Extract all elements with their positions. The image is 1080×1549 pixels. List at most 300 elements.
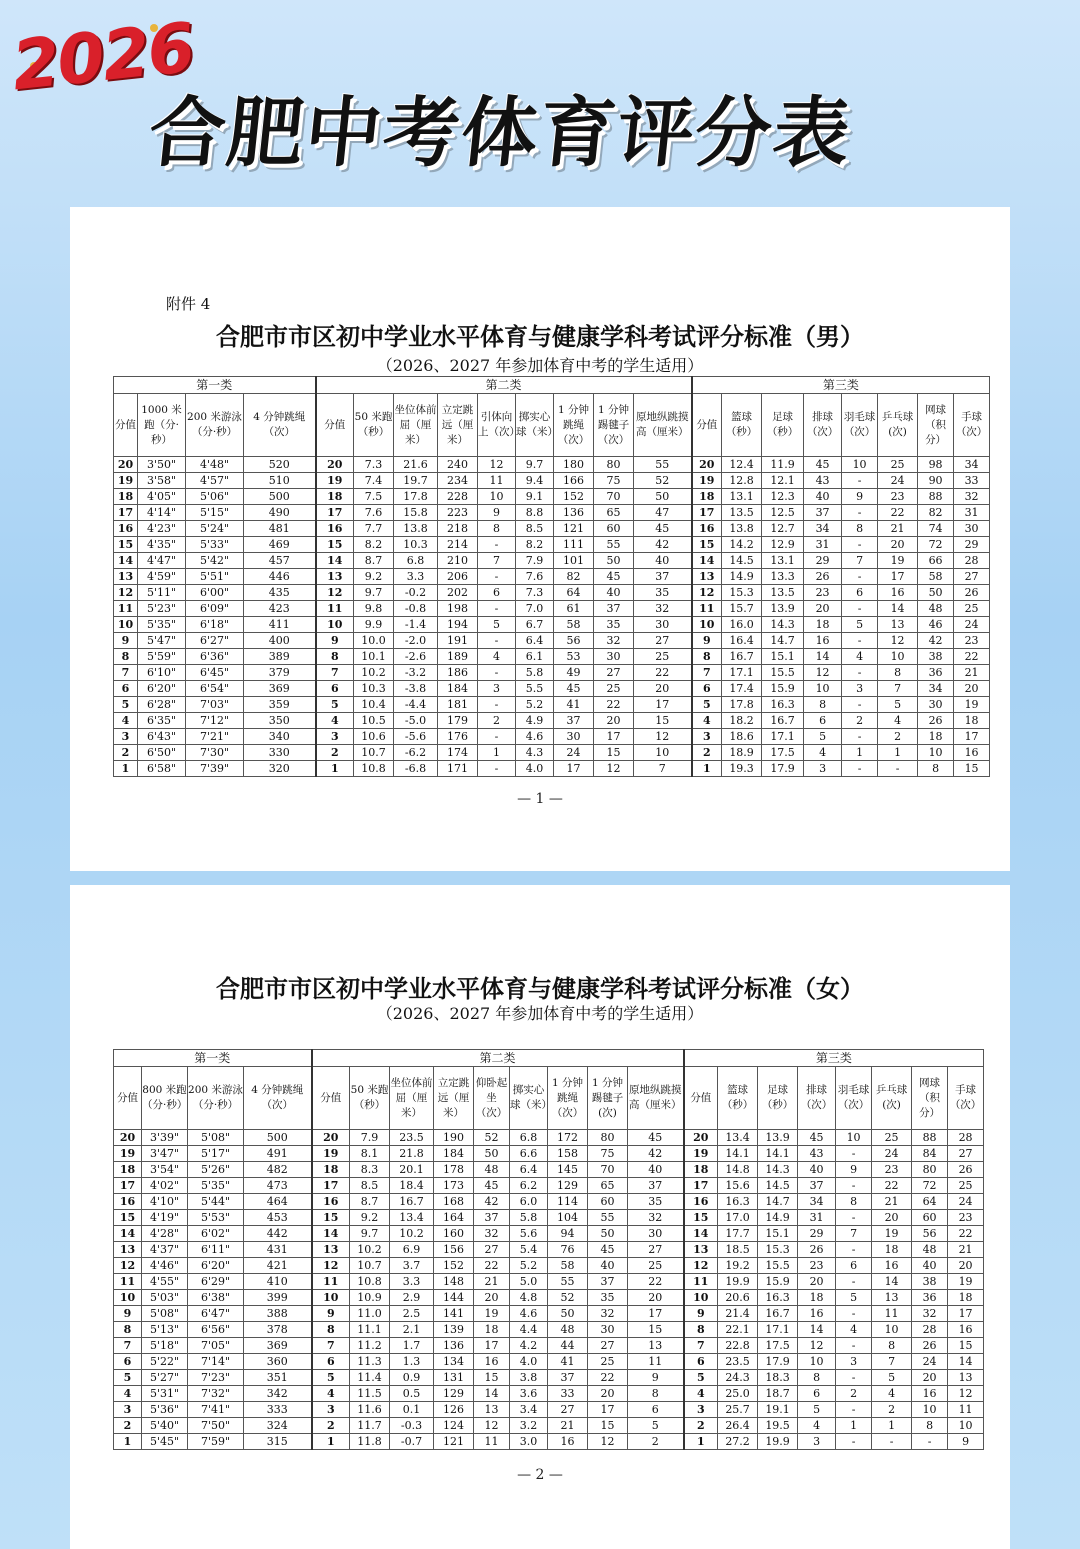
value-cell: 9: [836, 1162, 872, 1178]
value-cell: 7'41": [188, 1402, 244, 1418]
column-header: 足球（秒）: [762, 394, 804, 457]
value-cell: 30: [634, 617, 692, 633]
column-header: 乒乓球(次): [878, 394, 918, 457]
value-cell: 510: [244, 473, 316, 489]
value-cell: 111: [554, 537, 594, 553]
value-cell: 9.2: [354, 569, 394, 585]
value-cell: 5'33": [186, 537, 244, 553]
value-cell: 4.9: [516, 713, 554, 729]
value-cell: 5'59": [138, 649, 186, 665]
score-cell: 9: [316, 633, 354, 649]
table-row: [114, 1130, 984, 1146]
value-cell: 50: [594, 553, 634, 569]
value-cell: 4: [878, 713, 918, 729]
value-cell: 6: [628, 1402, 684, 1418]
value-cell: 4'37": [142, 1242, 188, 1258]
value-cell: 11: [628, 1354, 684, 1370]
value-cell: 84: [912, 1146, 948, 1162]
value-cell: 94: [548, 1226, 588, 1242]
score-table-male: [113, 376, 990, 777]
value-cell: 421: [244, 1258, 312, 1274]
value-cell: 5.2: [516, 697, 554, 713]
score-cell: 18: [114, 489, 138, 505]
value-cell: 189: [438, 649, 478, 665]
value-cell: 45: [804, 457, 842, 473]
value-cell: 17.8: [722, 697, 762, 713]
value-cell: 25.7: [718, 1402, 758, 1418]
value-cell: 35: [634, 585, 692, 601]
score-cell: 17: [312, 1178, 350, 1194]
table-row: [114, 1274, 984, 1290]
document-page-male: [70, 207, 1010, 871]
value-cell: 6.4: [516, 633, 554, 649]
value-cell: -: [842, 473, 878, 489]
value-cell: 101: [554, 553, 594, 569]
value-cell: 5'24": [186, 521, 244, 537]
value-cell: 228: [438, 489, 478, 505]
value-cell: 8: [872, 1338, 912, 1354]
score-cell: 9: [684, 1306, 718, 1322]
value-cell: 6.6: [510, 1146, 548, 1162]
value-cell: 144: [434, 1290, 474, 1306]
value-cell: 11.0: [350, 1306, 390, 1322]
value-cell: 14: [878, 601, 918, 617]
value-cell: 3.2: [510, 1418, 548, 1434]
value-cell: 6'00": [186, 585, 244, 601]
value-cell: 10: [872, 1322, 912, 1338]
score-cell: 8: [312, 1322, 350, 1338]
value-cell: 26: [798, 1242, 836, 1258]
value-cell: 17: [634, 697, 692, 713]
value-cell: 8: [804, 697, 842, 713]
value-cell: 6: [836, 1258, 872, 1274]
score-cell: 17: [316, 505, 354, 521]
value-cell: 9.7: [354, 585, 394, 601]
score-cell: 7: [312, 1338, 350, 1354]
value-cell: 13: [474, 1402, 510, 1418]
value-cell: 7: [842, 553, 878, 569]
score-cell: 7: [114, 665, 138, 681]
value-cell: 351: [244, 1370, 312, 1386]
value-cell: 5'35": [188, 1178, 244, 1194]
value-cell: -: [478, 537, 516, 553]
table-row: [114, 729, 990, 745]
score-cell: 3: [114, 729, 138, 745]
column-header: 1 分钟踢毽子（次）: [594, 394, 634, 457]
value-cell: 17.1: [722, 665, 762, 681]
column-header: 分值: [114, 394, 138, 457]
value-cell: 6'20": [188, 1258, 244, 1274]
value-cell: 55: [594, 537, 634, 553]
value-cell: 168: [434, 1194, 474, 1210]
value-cell: 16.3: [718, 1194, 758, 1210]
value-cell: 184: [434, 1146, 474, 1162]
value-cell: 13.4: [718, 1130, 758, 1146]
value-cell: 19.9: [718, 1274, 758, 1290]
value-cell: 21: [548, 1418, 588, 1434]
value-cell: 16: [948, 1322, 984, 1338]
value-cell: 14: [804, 649, 842, 665]
value-cell: 4: [798, 1418, 836, 1434]
value-cell: 32: [954, 489, 990, 505]
document-subtitle-female: （2026、2027 年参加体育中考的学生适用）: [376, 1004, 704, 1023]
value-cell: 2.1: [390, 1322, 434, 1338]
score-cell: 12: [114, 1258, 142, 1274]
score-cell: 4: [316, 713, 354, 729]
value-cell: 6: [798, 1386, 836, 1402]
value-cell: 4: [478, 649, 516, 665]
value-cell: 50: [588, 1226, 628, 1242]
value-cell: 359: [244, 697, 316, 713]
score-cell: 20: [312, 1130, 350, 1146]
value-cell: 18: [918, 729, 954, 745]
table-row: [114, 1370, 984, 1386]
table-row: [114, 457, 990, 473]
score-cell: 11: [114, 1274, 142, 1290]
table-row: [114, 761, 990, 777]
value-cell: 60: [594, 521, 634, 537]
value-cell: 324: [244, 1418, 312, 1434]
value-cell: 11.4: [350, 1370, 390, 1386]
value-cell: 48: [912, 1242, 948, 1258]
value-cell: 45: [628, 1130, 684, 1146]
value-cell: 27: [634, 633, 692, 649]
value-cell: 17: [628, 1306, 684, 1322]
value-cell: 5.4: [510, 1242, 548, 1258]
value-cell: 3: [798, 1434, 836, 1450]
value-cell: 4.6: [516, 729, 554, 745]
table-row: [114, 1258, 984, 1274]
score-cell: 12: [684, 1258, 718, 1274]
value-cell: 0.1: [390, 1402, 434, 1418]
value-cell: 65: [594, 505, 634, 521]
value-cell: -2.0: [394, 633, 438, 649]
value-cell: 152: [554, 489, 594, 505]
value-cell: -0.3: [390, 1418, 434, 1434]
value-cell: 186: [438, 665, 478, 681]
value-cell: 20: [912, 1370, 948, 1386]
score-cell: 9: [692, 633, 722, 649]
score-cell: 4: [692, 713, 722, 729]
document-title-male: 合肥市市区初中学业水平体育与健康学科考试评分标准（男）: [216, 322, 864, 351]
table-row: [114, 745, 990, 761]
value-cell: 3'54": [142, 1162, 188, 1178]
score-cell: 19: [114, 473, 138, 489]
value-cell: -: [836, 1178, 872, 1194]
value-cell: 32: [912, 1306, 948, 1322]
value-cell: 11.2: [350, 1338, 390, 1354]
column-header: 足球（秒）: [758, 1067, 798, 1130]
value-cell: 19: [878, 553, 918, 569]
score-cell: 8: [114, 649, 138, 665]
value-cell: -: [912, 1434, 948, 1450]
value-cell: 5'31": [142, 1386, 188, 1402]
column-header: 200 米游泳（分·秒）: [188, 1067, 244, 1130]
score-cell: 2: [692, 745, 722, 761]
score-cell: 19: [316, 473, 354, 489]
value-cell: 6'28": [138, 697, 186, 713]
value-cell: 342: [244, 1386, 312, 1402]
value-cell: 3: [804, 761, 842, 777]
value-cell: 1: [478, 745, 516, 761]
column-header: 分值: [684, 1067, 718, 1130]
value-cell: 18.4: [390, 1178, 434, 1194]
value-cell: 16: [804, 633, 842, 649]
value-cell: 76: [548, 1242, 588, 1258]
value-cell: 17: [588, 1402, 628, 1418]
value-cell: 18.9: [722, 745, 762, 761]
value-cell: 10: [804, 681, 842, 697]
value-cell: 27: [628, 1242, 684, 1258]
value-cell: 7'30": [186, 745, 244, 761]
score-cell: 13: [114, 1242, 142, 1258]
value-cell: 17.9: [762, 761, 804, 777]
value-cell: 40: [594, 585, 634, 601]
value-cell: 11.7: [350, 1418, 390, 1434]
value-cell: 9: [842, 489, 878, 505]
value-cell: 17: [948, 1306, 984, 1322]
value-cell: 7.4: [354, 473, 394, 489]
value-cell: 55: [588, 1210, 628, 1226]
value-cell: -3.2: [394, 665, 438, 681]
value-cell: -: [478, 697, 516, 713]
value-cell: 19.5: [758, 1418, 798, 1434]
value-cell: 14.1: [718, 1146, 758, 1162]
value-cell: 18.7: [758, 1386, 798, 1402]
group-header: 第一类: [114, 1050, 312, 1067]
value-cell: 34: [954, 457, 990, 473]
score-cell: 5: [316, 697, 354, 713]
value-cell: 18.2: [722, 713, 762, 729]
value-cell: 15.9: [758, 1274, 798, 1290]
value-cell: -0.7: [390, 1434, 434, 1450]
value-cell: 0.5: [390, 1386, 434, 1402]
value-cell: 6'29": [188, 1274, 244, 1290]
score-cell: 14: [684, 1226, 718, 1242]
value-cell: 171: [438, 761, 478, 777]
value-cell: 30: [554, 729, 594, 745]
value-cell: 50: [548, 1306, 588, 1322]
score-cell: 1: [114, 761, 138, 777]
value-cell: 35: [628, 1194, 684, 1210]
value-cell: 481: [244, 521, 316, 537]
value-cell: 3: [842, 681, 878, 697]
value-cell: 27.2: [718, 1434, 758, 1450]
value-cell: 1: [872, 1418, 912, 1434]
value-cell: 240: [438, 457, 478, 473]
value-cell: 17.7: [718, 1226, 758, 1242]
value-cell: 10: [634, 745, 692, 761]
value-cell: 33: [548, 1386, 588, 1402]
table-row: [114, 1434, 984, 1450]
value-cell: 80: [588, 1130, 628, 1146]
value-cell: 5'06": [186, 489, 244, 505]
value-cell: 16: [878, 585, 918, 601]
value-cell: 4.4: [510, 1322, 548, 1338]
group-header: 第三类: [692, 377, 990, 394]
value-cell: 4'46": [142, 1258, 188, 1274]
value-cell: 16.4: [722, 633, 762, 649]
value-cell: 46: [918, 617, 954, 633]
column-header: 掷实心球（米）: [510, 1067, 548, 1130]
value-cell: 74: [918, 521, 954, 537]
value-cell: -: [478, 665, 516, 681]
value-cell: 15: [628, 1322, 684, 1338]
value-cell: 22: [954, 649, 990, 665]
value-cell: 400: [244, 633, 316, 649]
table-row: [114, 1386, 984, 1402]
value-cell: 52: [548, 1290, 588, 1306]
value-cell: 446: [244, 569, 316, 585]
value-cell: 20: [872, 1210, 912, 1226]
value-cell: 5'27": [142, 1370, 188, 1386]
value-cell: 5: [878, 697, 918, 713]
value-cell: 61: [554, 601, 594, 617]
value-cell: 14.7: [762, 633, 804, 649]
value-cell: 56: [554, 633, 594, 649]
value-cell: 15: [948, 1338, 984, 1354]
value-cell: 411: [244, 617, 316, 633]
value-cell: 32: [634, 601, 692, 617]
value-cell: -: [842, 569, 878, 585]
value-cell: 1: [842, 745, 878, 761]
value-cell: 172: [548, 1130, 588, 1146]
score-cell: 18: [692, 489, 722, 505]
value-cell: 15.6: [718, 1178, 758, 1194]
value-cell: 20: [594, 713, 634, 729]
value-cell: 4.8: [510, 1290, 548, 1306]
value-cell: 14.3: [758, 1162, 798, 1178]
value-cell: 20: [804, 601, 842, 617]
value-cell: 37: [474, 1210, 510, 1226]
value-cell: 7.0: [516, 601, 554, 617]
value-cell: 8: [798, 1370, 836, 1386]
value-cell: 3: [478, 681, 516, 697]
value-cell: 6'45": [186, 665, 244, 681]
value-cell: 7: [878, 681, 918, 697]
value-cell: 17.1: [762, 729, 804, 745]
value-cell: 11.8: [350, 1434, 390, 1450]
value-cell: 2.9: [390, 1290, 434, 1306]
value-cell: 121: [434, 1434, 474, 1450]
value-cell: -: [478, 729, 516, 745]
value-cell: 20: [628, 1290, 684, 1306]
value-cell: 50: [918, 585, 954, 601]
value-cell: 7'59": [188, 1434, 244, 1450]
value-cell: 166: [554, 473, 594, 489]
score-cell: 16: [692, 521, 722, 537]
table-row: [114, 1418, 984, 1434]
value-cell: 15: [634, 713, 692, 729]
score-cell: 3: [114, 1402, 142, 1418]
value-cell: 14.7: [758, 1194, 798, 1210]
value-cell: 10.3: [354, 681, 394, 697]
column-header: 1 分钟踢毽子(次): [588, 1067, 628, 1130]
value-cell: 15.7: [722, 601, 762, 617]
score-cell: 19: [114, 1146, 142, 1162]
value-cell: 469: [244, 537, 316, 553]
value-cell: 214: [438, 537, 478, 553]
value-cell: 32: [474, 1226, 510, 1242]
column-header: 立定跳远（厘米）: [434, 1067, 474, 1130]
value-cell: 31: [798, 1210, 836, 1226]
value-cell: 21.8: [390, 1146, 434, 1162]
value-cell: 13.3: [762, 569, 804, 585]
value-cell: 2: [478, 713, 516, 729]
value-cell: 218: [438, 521, 478, 537]
value-cell: 13.1: [722, 489, 762, 505]
value-cell: 15.1: [762, 649, 804, 665]
value-cell: 14.3: [762, 617, 804, 633]
value-cell: 4: [836, 1322, 872, 1338]
value-cell: 28: [948, 1130, 984, 1146]
value-cell: 12: [804, 665, 842, 681]
value-cell: 20.6: [718, 1290, 758, 1306]
value-cell: 26: [954, 585, 990, 601]
value-cell: 5'44": [188, 1194, 244, 1210]
value-cell: 43: [798, 1146, 836, 1162]
value-cell: 4'05": [138, 489, 186, 505]
value-cell: 14: [474, 1386, 510, 1402]
column-header: 立定跳远（厘米）: [438, 394, 478, 457]
value-cell: 24: [872, 1146, 912, 1162]
value-cell: 191: [438, 633, 478, 649]
value-cell: 18.3: [758, 1370, 798, 1386]
table-row: [114, 505, 990, 521]
value-cell: 121: [554, 521, 594, 537]
value-cell: 27: [548, 1402, 588, 1418]
value-cell: 15: [594, 745, 634, 761]
value-cell: 126: [434, 1402, 474, 1418]
value-cell: 3'58": [138, 473, 186, 489]
column-header: 仰卧起坐（次）: [474, 1067, 510, 1130]
value-cell: 6'10": [138, 665, 186, 681]
value-cell: 136: [554, 505, 594, 521]
value-cell: 72: [918, 537, 954, 553]
value-cell: 194: [438, 617, 478, 633]
value-cell: 2: [836, 1386, 872, 1402]
value-cell: -0.8: [394, 601, 438, 617]
document-subtitle-male: （2026、2027 年参加体育中考的学生适用）: [376, 356, 704, 375]
value-cell: 202: [438, 585, 478, 601]
column-header: 羽毛球（次）: [836, 1067, 872, 1130]
value-cell: 388: [244, 1306, 312, 1322]
value-cell: 18.5: [718, 1242, 758, 1258]
score-cell: 20: [684, 1130, 718, 1146]
table-row: [114, 1322, 984, 1338]
value-cell: 37: [804, 505, 842, 521]
value-cell: 13: [948, 1370, 984, 1386]
group-header: 第三类: [684, 1050, 984, 1067]
value-cell: 18: [872, 1242, 912, 1258]
column-header: 1000 米跑（分·秒）: [138, 394, 186, 457]
table-row: [114, 1338, 984, 1354]
value-cell: 4.0: [510, 1354, 548, 1370]
score-cell: 15: [316, 537, 354, 553]
value-cell: 24: [878, 473, 918, 489]
column-header: 分值: [114, 1067, 142, 1130]
value-cell: 22: [878, 505, 918, 521]
value-cell: 490: [244, 505, 316, 521]
value-cell: 41: [548, 1354, 588, 1370]
value-cell: 41: [554, 697, 594, 713]
value-cell: 90: [918, 473, 954, 489]
value-cell: 12.4: [722, 457, 762, 473]
value-cell: -: [836, 1210, 872, 1226]
value-cell: -: [478, 569, 516, 585]
score-cell: 12: [312, 1258, 350, 1274]
score-cell: 6: [312, 1354, 350, 1370]
